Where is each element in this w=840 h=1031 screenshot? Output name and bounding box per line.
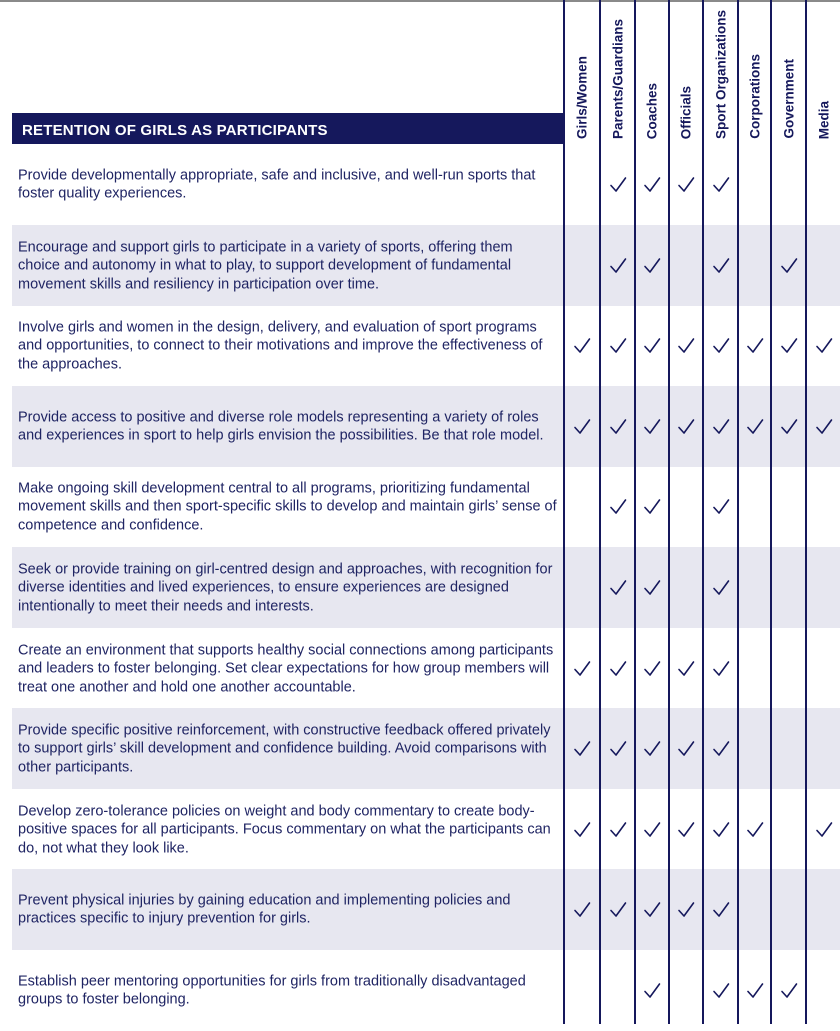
- checkmark-icon: [642, 256, 662, 276]
- column-header-parents-guardians: [601, 0, 634, 144]
- checkmark-icon: [642, 739, 662, 759]
- row-text: Encourage and support girls to participate in a variety of sports, offering them choice and autonomy in what to play, to support development of fundamental movement skills and resiliency in participation over time.: [18, 238, 513, 292]
- column-header-label: Parents/Guardians: [609, 18, 625, 139]
- checkmark-icon: [676, 417, 696, 437]
- column-header-label: Corporations: [746, 54, 762, 139]
- column-divider: [668, 0, 670, 1024]
- table-row: [12, 386, 840, 467]
- column-divider: [563, 0, 565, 1024]
- checkmark-icon: [572, 739, 592, 759]
- checkmark-icon: [572, 417, 592, 437]
- checkmark-icon: [608, 417, 628, 437]
- row-text: Create an environment that supports healthy social connections among participants and leaders to foster belonging. Set clear expectations for how group members will treat one another and hold one another accountable.: [18, 641, 554, 695]
- checkmark-icon: [676, 900, 696, 920]
- checkmark-icon: [572, 820, 592, 840]
- column-header-sport-organizations: [704, 0, 737, 144]
- row-text: Provide developmentally appropriate, safe and inclusive, and well-run sports that foster quality experiences.: [18, 167, 536, 202]
- checkmark-icon: [608, 256, 628, 276]
- checkmark-icon: [745, 417, 765, 437]
- row-text: Seek or provide training on girl-centred design and approaches, with recognition for diverse identities and lived experiences, to ensure experiences are designed intentionally to meet their needs and interests.: [18, 560, 553, 614]
- table-row: [12, 144, 840, 225]
- table-row: [12, 628, 840, 709]
- checkmark-icon: [711, 739, 731, 759]
- checkmark-icon: [642, 417, 662, 437]
- checkmark-icon: [642, 578, 662, 598]
- column-header-label: Coaches: [644, 82, 660, 139]
- checkmark-icon: [745, 981, 765, 1001]
- checkmark-icon: [814, 336, 834, 356]
- row-text: Provide access to positive and diverse role models representing a variety of roles and experiences in sport to help girls envision the possibilities. Be that role model.: [18, 409, 544, 444]
- checkmark-icon: [676, 175, 696, 195]
- checkmark-icon: [642, 659, 662, 679]
- checkmark-icon: [608, 900, 628, 920]
- checkmark-icon: [642, 981, 662, 1001]
- checkmark-icon: [711, 417, 731, 437]
- checkmark-icon: [608, 175, 628, 195]
- checkmark-icon: [676, 659, 696, 679]
- checkmark-icon: [711, 336, 731, 356]
- checkmark-icon: [711, 659, 731, 679]
- checkmark-icon: [779, 981, 799, 1001]
- checkmark-icon: [711, 900, 731, 920]
- column-header-label: Girls/Women: [574, 55, 590, 139]
- checkmark-icon: [779, 336, 799, 356]
- column-divider: [737, 0, 739, 1024]
- table-row: [12, 869, 840, 950]
- checkmark-icon: [711, 497, 731, 517]
- checkmark-icon: [572, 900, 592, 920]
- table-row: [12, 950, 840, 1031]
- checkmark-icon: [608, 497, 628, 517]
- checkmark-icon: [711, 578, 731, 598]
- column-divider: [599, 0, 601, 1024]
- checkmark-icon: [572, 659, 592, 679]
- column-header-government: [772, 0, 805, 144]
- column-header-media: [807, 0, 840, 144]
- checkmark-icon: [779, 256, 799, 276]
- column-header-girls-women: [565, 0, 599, 144]
- checkmark-icon: [676, 336, 696, 356]
- table-row: [12, 789, 840, 870]
- table-row: [12, 466, 840, 547]
- checkmark-icon: [642, 336, 662, 356]
- column-header-label: Media: [815, 100, 831, 139]
- checkmark-icon: [608, 739, 628, 759]
- checkmark-icon: [676, 820, 696, 840]
- column-divider: [805, 0, 807, 1024]
- checkmark-icon: [711, 175, 731, 195]
- column-header-label: Officials: [678, 85, 694, 139]
- checkmark-icon: [711, 981, 731, 1001]
- checkmark-icon: [642, 900, 662, 920]
- checkmark-icon: [608, 820, 628, 840]
- checkmark-icon: [642, 175, 662, 195]
- column-header-coaches: [636, 0, 668, 144]
- section-title: RETENTION OF GIRLS AS PARTICIPANTS: [12, 113, 563, 144]
- checkmark-icon: [608, 578, 628, 598]
- column-divider: [702, 0, 704, 1024]
- table-row: [12, 547, 840, 628]
- column-divider: [634, 0, 636, 1024]
- checkmark-icon: [711, 820, 731, 840]
- column-header-corporations: [739, 0, 770, 144]
- column-divider: [770, 0, 772, 1024]
- table-row: [12, 225, 840, 306]
- table-row: [12, 305, 840, 386]
- table-row: [12, 708, 840, 789]
- checkmark-icon: [572, 336, 592, 356]
- checkmark-icon: [676, 739, 696, 759]
- row-text: Make ongoing skill development central to all programs, prioritizing fundamental movement skills and then sport-specific skills to develop and maintain girls’ sense of competence and confidence.: [18, 479, 557, 533]
- row-text: Prevent physical injuries by gaining education and implementing policies and practices specific to injury prevention for girls.: [18, 892, 511, 927]
- checkmark-icon: [779, 417, 799, 437]
- column-header-label: Sport Organizations: [712, 9, 728, 139]
- checkmark-icon: [745, 336, 765, 356]
- checkmark-icon: [814, 417, 834, 437]
- checkmark-icon: [642, 820, 662, 840]
- checkmark-icon: [745, 820, 765, 840]
- row-text: Develop zero-tolerance policies on weight and body commentary to create body-positive spaces for all participants. Focus commentary on what the participants can do, not what they look like.: [18, 802, 551, 856]
- checkmark-icon: [711, 256, 731, 276]
- row-text: Establish peer mentoring opportunities for girls from traditionally disadvantaged groups to foster belonging.: [18, 973, 526, 1008]
- checkmark-icon: [608, 659, 628, 679]
- row-text: Provide specific positive reinforcement, with constructive feedback offered privately to support girls’ skill development and confidence building. Avoid comparisons with other participants.: [18, 721, 551, 775]
- column-header-label: Government: [780, 59, 796, 139]
- column-header-officials: [670, 0, 702, 144]
- checkmark-icon: [642, 497, 662, 517]
- checkmark-icon: [608, 336, 628, 356]
- checkmark-icon: [814, 820, 834, 840]
- row-text: Involve girls and women in the design, delivery, and evaluation of sport programs and opportunities, to connect to their motivations and improve the effectiveness of the approaches.: [18, 318, 543, 372]
